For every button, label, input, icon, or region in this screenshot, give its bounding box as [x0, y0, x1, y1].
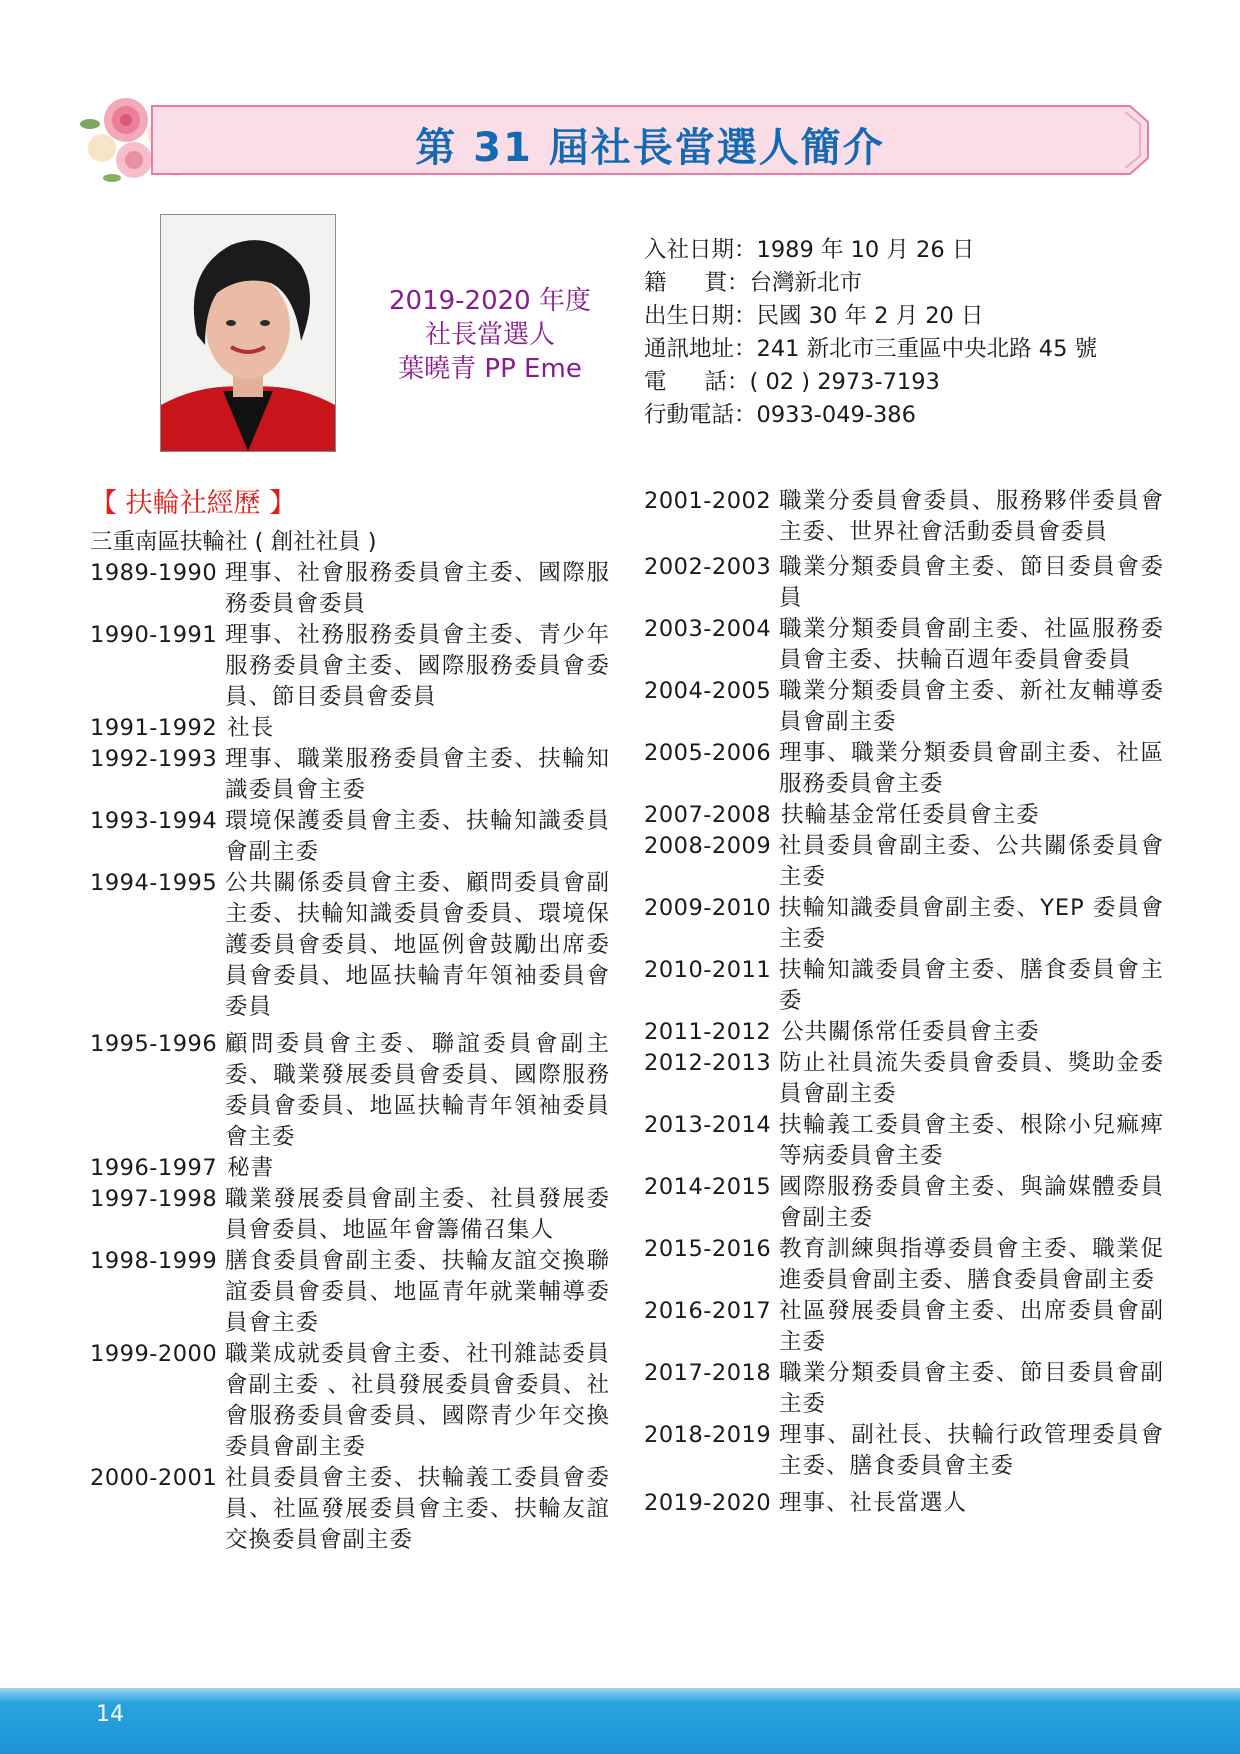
history-entry [644, 800, 1164, 831]
entry-description: 理事、副社長、扶輪行政管理委員會主委、膳食委員會主委 [779, 1422, 1164, 1479]
entry-year: 1991-1992 [90, 715, 218, 741]
entry-description: 顧問委員會主委、聯誼委員會副主委、職業發展委員會委員、國際服務委員會委員、地區扶輪青年領袖委員會主委 [225, 1031, 610, 1150]
entry-description: 理事、職業服務委員會主委、扶輪知識委員會主委 [225, 746, 610, 803]
entry-year: 2008-2009 [644, 833, 772, 859]
entry-description: 公共關係委員會主委、顧問委員會副主委、扶輪知識委員會委員、環境保護委員會委員、地區例會鼓勵出席委員會委員、地區扶輪青年領袖委員會委員 [225, 870, 610, 1020]
title-banner [150, 104, 1150, 176]
entry-description: 社區發展委員會主委、出席委員會副主委 [779, 1298, 1164, 1355]
entry-description: 職業分類委員會主委、新社友輔導委員會副主委 [779, 678, 1164, 735]
entry-year: 1994-1995 [90, 870, 218, 896]
info-address: 通訊地址：241 新北市三重區中央北路 45 號 [644, 336, 1098, 362]
page-number: 14 [96, 1702, 124, 1727]
entry-year: 1997-1998 [90, 1186, 218, 1212]
history-entry [90, 1153, 610, 1184]
entry-description: 職業成就委員會主委、社刊雜誌委員會副主委 、社員發展委員會委員、社會服務委員會委員、國際青少年交換委員會副主委 [225, 1341, 610, 1460]
info-origin: 籍 貫：台灣新北市 [644, 270, 863, 296]
entry-description: 環境保護委員會主委、扶輪知識委員會副主委 [225, 808, 610, 865]
entry-year: 2017-2018 [644, 1360, 772, 1386]
entry-year: 2002-2003 [644, 554, 772, 580]
rotary-history-right [644, 486, 1164, 1519]
entry-description: 教育訓練與指導委員會主委、職業促進委員會副主委、膳食委員會副主委 [779, 1236, 1164, 1293]
entry-description: 防止社員流失委員會委員、獎助金委員會副主委 [779, 1050, 1164, 1107]
info-birth-date: 出生日期：民國 30 年 2 月 20 日 [644, 303, 984, 329]
entry-year: 2003-2004 [644, 616, 772, 642]
entry-year: 2016-2017 [644, 1298, 772, 1324]
history-entry [644, 486, 1164, 548]
entry-year: 2005-2006 [644, 740, 772, 766]
entry-year: 1995-1996 [90, 1031, 218, 1057]
entry-year: 1992-1993 [90, 746, 218, 772]
entry-description: 扶輪義工委員會主委、根除小兒痲痺等病委員會主委 [779, 1112, 1164, 1169]
entry-year: 2015-2016 [644, 1236, 772, 1262]
entry-description: 理事、社長當選人 [779, 1490, 968, 1516]
history-entry [644, 1420, 1164, 1482]
entry-year: 2004-2005 [644, 678, 772, 704]
entry-year: 1993-1994 [90, 808, 218, 834]
entry-year: 2001-2002 [644, 488, 772, 514]
entry-description: 職業分類委員會主委、節目委員會副主委 [779, 1360, 1164, 1417]
entry-year: 2007-2008 [644, 802, 772, 828]
rotary-history-left [90, 486, 610, 1556]
history-entry [644, 1048, 1164, 1110]
entry-year: 1998-1999 [90, 1248, 218, 1274]
entry-description: 國際服務委員會主委、與論媒體委員會副主委 [779, 1174, 1164, 1231]
history-entry [644, 1296, 1164, 1358]
caption-role: 社長當選人 [424, 320, 555, 350]
entry-year: 1990-1991 [90, 622, 218, 648]
entry-description: 公共關係常任委員會主委 [781, 1019, 1040, 1045]
history-entry [90, 620, 610, 713]
caption-year: 2019-2020 年度 [389, 286, 591, 316]
history-entry [644, 552, 1164, 614]
entry-description: 職業分類委員會主委、節目委員會委員 [779, 554, 1164, 611]
entry-year: 2009-2010 [644, 895, 772, 921]
entry-description: 扶輪基金常任委員會主委 [781, 802, 1040, 828]
entry-year: 1996-1997 [90, 1155, 218, 1181]
entry-year: 2010-2011 [644, 957, 772, 983]
history-entry [644, 955, 1164, 1017]
entry-description: 社長 [227, 715, 275, 741]
entry-description: 理事、社會服務委員會主委、國際服務委員會委員 [225, 560, 610, 617]
entry-description: 膳食委員會副主委、扶輪友誼交換聯誼委員會委員、地區青年就業輔導委員會主委 [225, 1248, 610, 1336]
entry-year: 2018-2019 [644, 1422, 772, 1448]
history-entry [644, 1358, 1164, 1420]
history-entry [90, 713, 610, 744]
info-join-date: 入社日期：1989 年 10 月 26 日 [644, 237, 975, 263]
entry-description: 理事、社務服務委員會主委、青少年服務委員會主委、國際服務委員會委員、節目委員會委員 [225, 622, 610, 710]
candidate-photo [160, 214, 336, 452]
history-entry [644, 1234, 1164, 1296]
history-entry [90, 1463, 610, 1556]
history-entry [90, 868, 610, 1023]
history-entry [644, 1172, 1164, 1234]
club-line: 三重南區扶輪社 ( 創社社員 ) [90, 529, 377, 555]
entry-year: 2000-2001 [90, 1465, 218, 1491]
history-entry [90, 1184, 610, 1246]
history-entry [644, 1017, 1164, 1048]
history-entry [90, 1029, 610, 1153]
history-entry [90, 744, 610, 806]
history-entry [90, 1339, 610, 1463]
history-entry [90, 806, 610, 868]
entry-description: 職業發展委員會副主委、社員發展委員會委員、地區年會籌備召集人 [225, 1186, 610, 1243]
info-mobile: 行動電話：0933-049-386 [644, 402, 916, 428]
entry-year: 1999-2000 [90, 1341, 218, 1367]
history-entry [644, 614, 1164, 676]
section-title: 【 扶輪社經歷 】 [90, 488, 297, 519]
entry-description: 扶輪知識委員會主委、膳食委員會主委 [779, 957, 1164, 1014]
history-entry [644, 1488, 1164, 1519]
entry-description: 秘書 [227, 1155, 275, 1181]
entry-description: 社員委員會副主委、公共關係委員會主委 [779, 833, 1164, 890]
history-entry [644, 831, 1164, 893]
entry-description: 職業分委員會委員、服務夥伴委員會主委、世界社會活動委員會委員 [779, 488, 1164, 545]
history-entry [644, 738, 1164, 800]
history-entry [90, 558, 610, 620]
entry-year: 2011-2012 [644, 1019, 772, 1045]
entry-year: 2013-2014 [644, 1112, 772, 1138]
entry-year: 2019-2020 [644, 1490, 772, 1516]
entry-year: 2012-2013 [644, 1050, 772, 1076]
candidate-caption [370, 284, 610, 386]
entry-description: 理事、職業分類委員會副主委、社區服務委員會主委 [779, 740, 1164, 797]
info-phone: 電 話：( 02 ) 2973-7193 [644, 369, 940, 395]
entry-description: 社員委員會主委、扶輪義工委員會委員、社區發展委員會主委、扶輪友誼交換委員會副主委 [225, 1465, 610, 1553]
personal-info [644, 234, 1164, 432]
page-title: 第 31 屆社長當選人簡介 [415, 125, 885, 171]
history-entry [90, 1246, 610, 1339]
page-footer [0, 1688, 1240, 1754]
entry-year: 1989-1990 [90, 560, 218, 586]
history-entry [644, 893, 1164, 955]
entry-description: 扶輪知識委員會副主委、YEP 委員會主委 [779, 895, 1164, 952]
history-entry [644, 1110, 1164, 1172]
entry-description: 職業分類委員會副主委、社區服務委員會主委、扶輪百週年委員會委員 [779, 616, 1164, 673]
caption-name: 葉曉青 PP Eme [398, 354, 582, 384]
entry-year: 2014-2015 [644, 1174, 772, 1200]
history-entry [644, 676, 1164, 738]
